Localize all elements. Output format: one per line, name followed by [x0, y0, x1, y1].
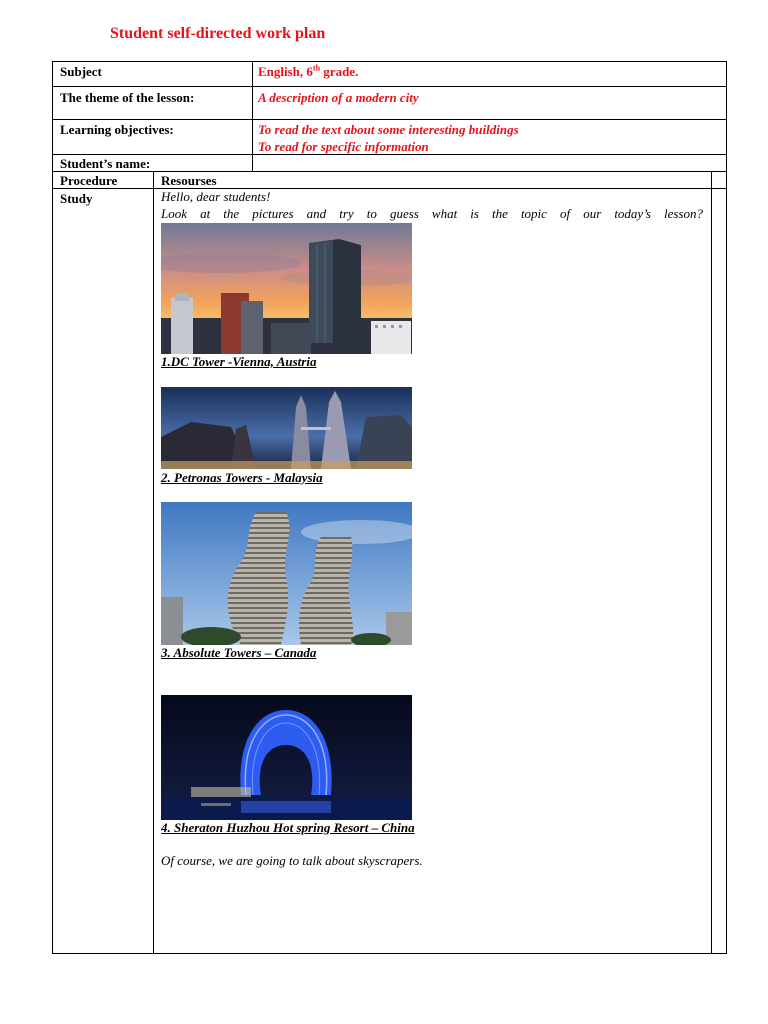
theme-label: The theme of the lesson:: [60, 90, 195, 105]
caption-dc-tower: 1.DC Tower -Vienna, Austria: [161, 354, 317, 369]
column-divider: [252, 62, 253, 172]
column-divider: [711, 172, 712, 953]
subject-value-main: English, 6: [258, 64, 313, 79]
row-divider: [53, 119, 726, 120]
resources-header: Resourses: [161, 173, 217, 188]
objectives-label: Learning objectives:: [60, 122, 174, 137]
caption-sheraton: 4. Sheraton Huzhou Hot spring Resort – China: [161, 820, 415, 835]
row-divider: [53, 86, 726, 87]
petronas-towers-photo: [161, 387, 412, 469]
absolute-towers-photo: [161, 502, 412, 645]
column-divider: [153, 172, 154, 953]
theme-value: A description of a modern city: [258, 90, 419, 105]
greeting-text: Hello, dear students!: [161, 189, 271, 204]
subject-label: Subject: [60, 64, 102, 79]
objective-1: To read the text about some interesting buildings: [258, 122, 519, 137]
dc-tower-photo: [161, 223, 412, 354]
subject-value: [258, 63, 358, 80]
caption-petronas: 2. Petronas Towers - Malaysia: [161, 470, 323, 485]
study-label: Study: [60, 191, 93, 206]
subject-value-sup: th: [312, 63, 321, 73]
student-name-label: Student’s name:: [60, 156, 151, 171]
caption-absolute-towers: 3. Absolute Towers – Canada: [161, 645, 317, 660]
page-title: Student self-directed work plan: [110, 25, 326, 42]
work-plan-table: [52, 61, 727, 954]
prompt-text: Look at the pictures and try to guess what is the topic of our today’s lesson?: [161, 206, 703, 221]
sheraton-huzhou-photo: [161, 695, 412, 820]
objective-2: To read for specific information: [258, 139, 429, 154]
procedure-header: Procedure: [60, 173, 118, 188]
closing-text: Of course, we are going to talk about skyscrapers.: [161, 853, 423, 868]
subject-value-tail: grade.: [320, 64, 359, 79]
